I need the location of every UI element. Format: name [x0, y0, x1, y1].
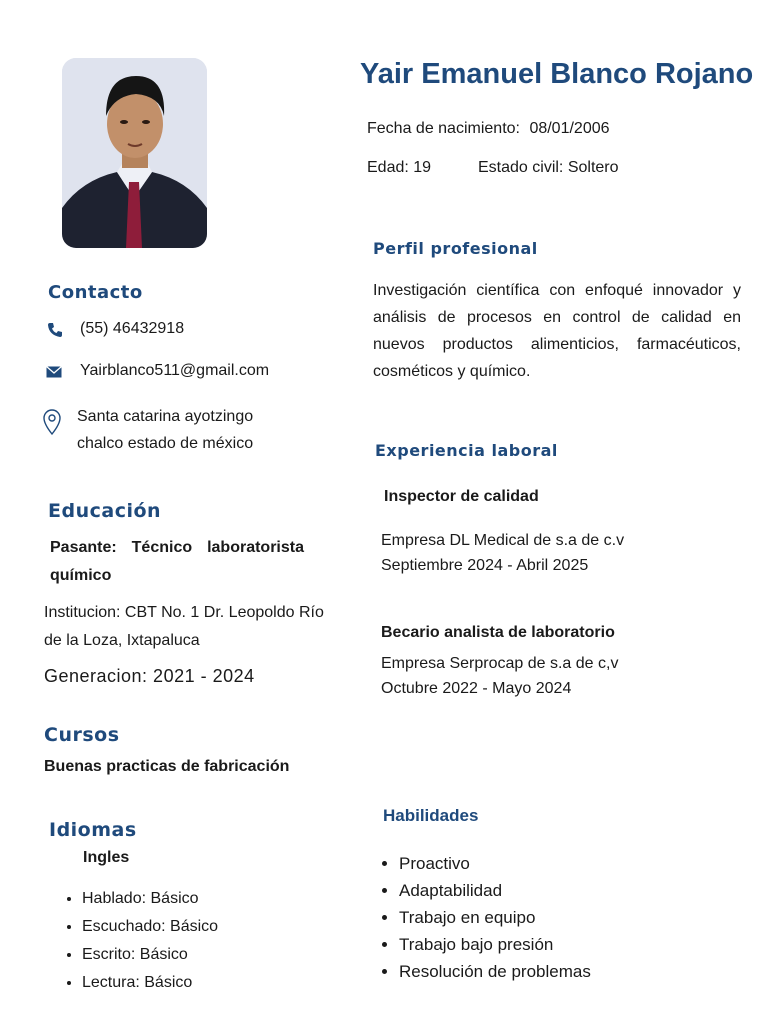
language-skill-item: • Escuchado: Básico	[82, 913, 218, 941]
job-role: Becario analista de laboratorio	[381, 624, 615, 641]
languages-title: Idiomas	[49, 819, 137, 841]
experience-title: Experiencia laboral	[375, 441, 558, 460]
phone-text: (55) 46432918	[80, 320, 185, 337]
education-title: Educación	[48, 500, 162, 522]
job-period: Septiembre 2024 - Abril 2025	[381, 557, 589, 574]
language-skill-list	[64, 885, 218, 997]
course-item: Buenas practicas de fabricación	[44, 758, 290, 775]
address-line-1: Santa catarina ayotzingo	[77, 408, 254, 425]
email-text: Yairblanco511@gmail.com	[80, 362, 270, 379]
skills-title: Habilidades	[383, 806, 479, 825]
skill-item: • Trabajo bajo presión	[399, 931, 591, 958]
full-name: Yair Emanuel Blanco Rojano	[360, 58, 754, 90]
language-skill-item: • Hablado: Básico	[82, 885, 218, 913]
birth-label: Fecha de nacimiento:	[367, 120, 520, 137]
skill-item: • Adaptabilidad	[399, 877, 591, 904]
skill-item: • Proactivo	[399, 850, 591, 877]
age-label: Edad:	[367, 159, 409, 176]
skills-list	[381, 850, 591, 985]
profile-photo	[62, 58, 207, 248]
education-degree: Pasante: Técnico laboratorista químico	[50, 539, 304, 584]
phone-icon	[47, 322, 63, 338]
language-skill-item: • Lectura: Básico	[82, 969, 218, 997]
age	[367, 159, 431, 177]
education-institution: Institucion: CBT No. 1 Dr. Leopoldo Río de la Loza, Ixtapaluca	[44, 604, 324, 649]
education-generation: Generacion: 2021 - 2024	[44, 666, 255, 686]
address	[77, 403, 253, 457]
courses-title: Cursos	[44, 724, 120, 746]
address-line-2: chalco estado de méxico	[77, 435, 254, 452]
job-period: Octubre 2022 - Mayo 2024	[381, 680, 572, 697]
email-icon	[46, 366, 62, 378]
job-role: Inspector de calidad	[384, 488, 539, 505]
civil-value: Soltero	[567, 159, 619, 176]
location-pin-icon	[42, 408, 62, 436]
profile-text: Investigación científica con enfoqué innovador y análisis de procesos en control de calidad en nuevos productos alimenticios, farmacéuticos, cosméticos y químico.	[373, 282, 741, 380]
language-name: Ingles	[83, 849, 130, 866]
language-skill-item: • Escrito: Básico	[82, 941, 218, 969]
job-details	[381, 651, 618, 701]
civil-label: Estado civil:	[478, 159, 564, 176]
age-value: 19	[413, 159, 432, 176]
skill-item: • Trabajo en equipo	[399, 904, 591, 931]
job-company: Empresa Serprocap de s.a de c,v	[381, 655, 619, 672]
birth-value: 08/01/2006	[529, 120, 610, 137]
civil-status	[478, 159, 619, 177]
birth-date	[367, 120, 610, 138]
contact-title: Contacto	[48, 282, 143, 303]
skill-item: • Resolución de problemas	[399, 958, 591, 985]
profile-title: Perfil profesional	[373, 239, 538, 258]
job-company: Empresa DL Medical de s.a de c.v	[381, 532, 625, 549]
job-details	[381, 528, 624, 578]
